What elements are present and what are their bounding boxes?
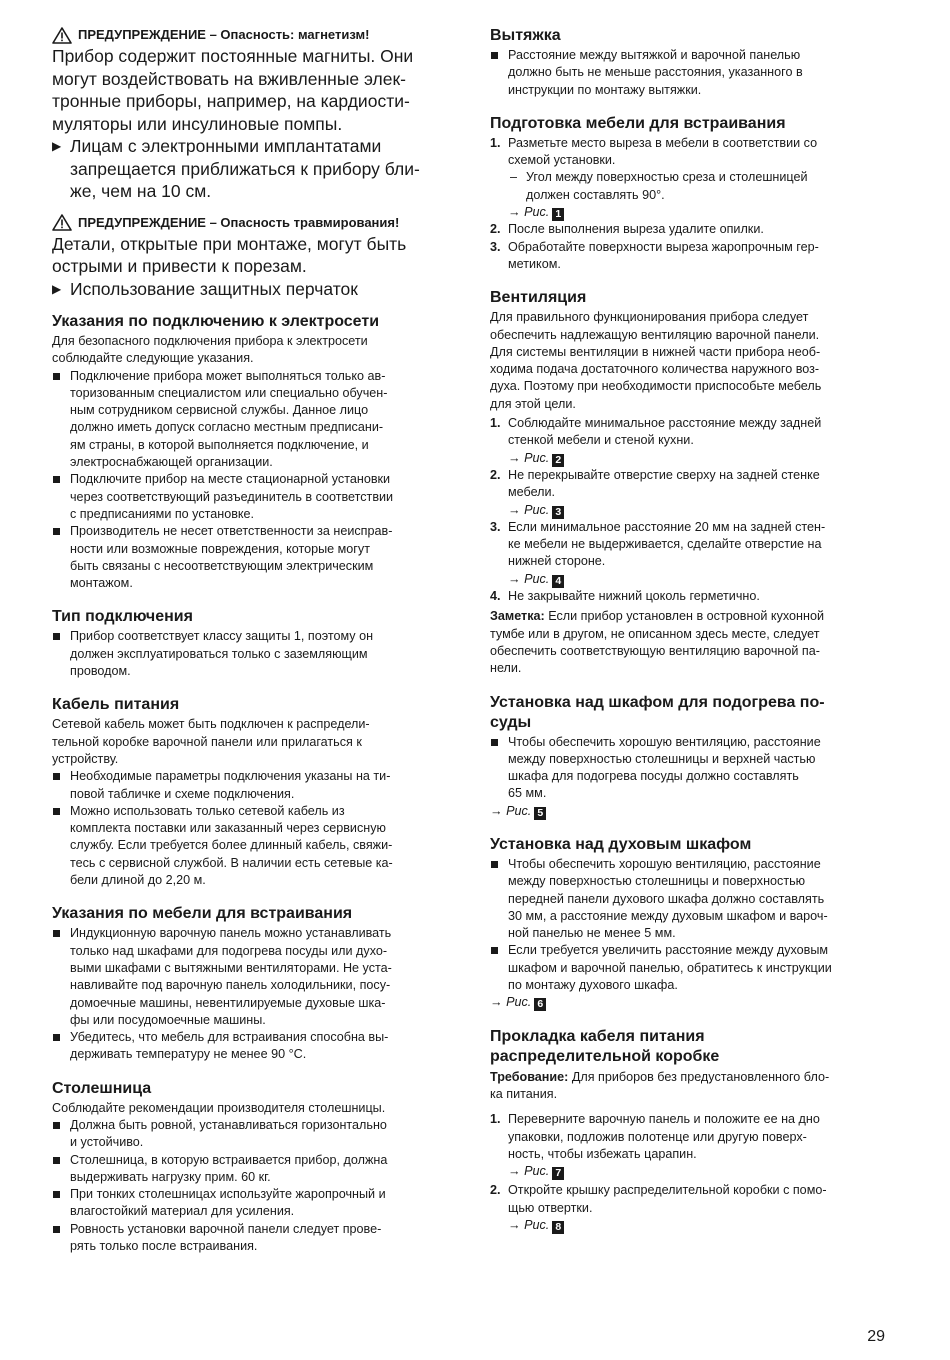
section-furniture: [52, 904, 454, 1063]
figure-reference: → Рис. 4: [508, 571, 890, 588]
section-heading: Вентиляция: [490, 289, 587, 307]
section-cable-routing: Прокладка кабеля питания распределительной коробке Требование: Для приборов без предустановленного бло- ка питания. 1. Переверните варочную панель и положите ее на дно упаковки, подложив полотенце или другую поверх- ность, чтобы избежать царапин. → Рис. 7 2. Откройте крышку распределительной коробки с помо- щью отвертки. → Рис. 8: [490, 1027, 890, 1235]
section-connection-type: [52, 607, 454, 680]
warning-title: ПРЕДУПРЕЖДЕНИЕ – Опасность травмирования!: [52, 214, 454, 232]
bullet-square-icon: [53, 1226, 60, 1233]
warning-magnetism: [52, 26, 454, 203]
section-oven: [490, 835, 890, 1012]
figure-reference: → Рис. 2: [508, 450, 890, 467]
warning-line: муляторы или инсулиновые помпы.: [52, 113, 343, 134]
figure-reference: → Рис. 5: [490, 803, 890, 820]
figure-reference: → Рис. 8: [508, 1217, 890, 1234]
warning-triangle-icon: [52, 27, 72, 44]
section-heading: Столешница: [52, 1079, 152, 1097]
warning-title: ПРЕДУПРЕЖДЕНИЕ – Опасность: магнетизм!: [52, 26, 454, 44]
list-item: Чтобы обеспечить хорошую вентиляцию, расстояние между поверхностью столешницы и верхней частью шкафа для подогрева посуды должно составлять 65 мм.: [490, 734, 890, 803]
bullet-square-icon: [53, 633, 60, 640]
figure-number-badge: 8: [552, 1221, 564, 1234]
list-item: Убедитесь, что мебель для встраивания способна вы- держивать температуру не менее 90 °C.: [52, 1029, 454, 1064]
arrow-marker-icon: ▶: [52, 139, 62, 153]
requirement: Требование: Для приборов без предустановленного бло-: [490, 1069, 830, 1084]
figure-reference: → Рис. 3: [508, 502, 890, 519]
section-heading: Установка над шкафом для подогрева по- суды: [490, 693, 825, 731]
warning-triangle-icon: [52, 214, 72, 231]
list-item: Необходимые параметры подключения указаны на ти- повой табличке и схеме подключения.: [52, 768, 454, 803]
figure-reference: → Рис. 7: [508, 1163, 890, 1180]
section-countertop: Столешница Соблюдайте рекомендации производителя столешницы. Должна быть ровной, устанавливаться горизонтально и устойчиво. Столешница, в которую встраивается прибор, должна выдерживать нагрузку прим. 60 кг. При тонких столешницах используйте жаропрочный и влагостойкий материал для усиления. Ровность установки варочной панели следует прове- рять только после встраивания.: [52, 1079, 454, 1256]
step-item: 4. Не закрывайте нижний цоколь герметично.: [490, 589, 760, 604]
warning-action: ▶ Лицам с электронными имплантатами запрещается приближаться к прибору бли- же, чем на 10 см.: [52, 136, 420, 201]
note: Заметка: Если прибор установлен в островной кухонной: [490, 609, 824, 624]
section-power-connection: Указания по подключению к электросети Для безопасного подключения прибора к электросети соблюдайте следующие указания. Подключение прибора может выполняться только ав- торизованным специалистом или специально обучен- ным сотрудником сервисной службы. Данное лицо должно иметь допуск согласно местным предписани- ям страны, в которой выполняется подключение, и электроснабжающей организации. Подключите прибор на месте стационарной установки через соответствующий разъединитель в соответствии с предписаниями по установке. Производитель не несет ответственности за неисправ- ности или возможные повреждения, которые могут быть связаны с несоответствующим электрическим монтажом.: [52, 312, 454, 592]
page-number: 29: [867, 1328, 885, 1345]
list-item: Если требуется увеличить расстояние между духовым шкафом и варочной панелью, обратитесь к инструкции по монтажу духового шкафа.: [490, 942, 890, 994]
warning-line: могут воздействовать на вживленные элек-: [52, 68, 406, 89]
warning-line: Прибор содержит постоянные магниты. Они: [52, 46, 414, 66]
list-item: Чтобы обеспечить хорошую вентиляцию, расстояние между поверхностью столешницы и поверхностью передней панели духового шкафа должно составлять 30 мм, а расстояние между духовым шкафом и вароч- ной панелью не менее 5 мм.: [490, 856, 890, 942]
list-item: Ровность установки варочной панели следует прове- рять только после встраивания.: [52, 1221, 454, 1256]
section-heading: Тип подключения: [52, 608, 193, 626]
figure-number-badge: 5: [534, 807, 546, 820]
section-heading: Прокладка кабеля питания распределительной коробке: [490, 1027, 720, 1065]
step-item: 2. После выполнения выреза удалите опилки.: [490, 222, 764, 237]
figure-number-badge: 1: [552, 208, 564, 221]
left-column: [52, 26, 454, 1255]
step-item: 3. Обработайте поверхности выреза жаропрочным гер- метиком.: [490, 239, 819, 271]
warning-line: острыми и привести к порезам.: [52, 256, 307, 276]
bullet-square-icon: [53, 476, 60, 483]
bullet-square-icon: [53, 1034, 60, 1041]
section-ventilation: Вентиляция Для правильного функционирования прибора следует обеспечить надлежащую вентиляцию варочной панели. Для системы вентиляции в нижней части прибора необ- ходима подача достаточного количества наружного воз- духа. Поэтому при необходимости приспособьте мебель для этой цели. 1. Соблюдайте минимальное расстояние между задней стенкой мебели и стеной кухни. → Рис. 2 2. Не перекрывайте отверстие сверху на задней стенке мебели. → Рис. 3 3. Если минимальное расстояние 20 мм на задней стен- ке мебели не выдерживается, сделайте отверстие на нижней стороне. → Рис. 4 4. Не закрывайте нижний цоколь герметично. Заметка: Если прибор установлен в островной кухонной тумбе или в другом, не описанном здесь месте, следует обеспечить соответствующую вентиляцию варочной па- нели.: [490, 288, 890, 677]
section-heading: Указания по мебели для встраивания: [52, 905, 353, 923]
step-item: 1. Разметьте место выреза в мебели в соответствии со схемой установки.: [490, 135, 818, 168]
bullet-square-icon: [53, 808, 60, 815]
bullet-square-icon: [491, 52, 498, 59]
figure-number-badge: 7: [552, 1167, 564, 1180]
warning-line: Детали, открытые при монтаже, могут быть: [52, 233, 407, 254]
section-furniture-prep: [490, 114, 890, 273]
list-item: Прибор соответствует классу защиты 1, поэтому он должен эксплуатироваться только с заземляющим проводом.: [52, 628, 454, 680]
bullet-square-icon: [53, 528, 60, 535]
section-warming-drawer: [490, 693, 890, 820]
bullet-square-icon: [53, 930, 60, 937]
list-item: Подключение прибора может выполняться только ав- торизованным специалистом или специально обучен- ным сотрудником сервисной службы. Данное лицо должно иметь допуск согласно местным предписани- ям страны, в которой выполняется подключение, и электроснабжающей организации.: [52, 368, 454, 472]
figure-number-badge: 3: [552, 506, 564, 519]
figure-number-badge: 2: [552, 454, 564, 467]
section-heading: Указания по подключению к электросети: [52, 313, 380, 330]
figure-reference: → Рис. 1: [490, 204, 890, 221]
section-power-cable: Кабель питания Сетевой кабель может быть подключен к распредели- тельной коробке варочной панели или прилагаться к устройству. Необходимые параметры подключения указаны на ти- повой табличке и схеме подключения. Можно использовать только сетевой кабель из комплекта поставки или заказанный через сервисную службу. Если требуется более длинный кабель, свяжи- тесь с сервисной службой. В наличии есть сетевые ка- бели длиной до 2,20 м.: [52, 695, 454, 889]
warning-line: тронные приборы, например, на кардиости-: [52, 91, 410, 111]
bullet-square-icon: [53, 1157, 60, 1164]
bullet-square-icon: [53, 773, 60, 780]
sub-item: – Угол между поверхностью среза и столешницей должен составлять 90°.: [510, 170, 808, 202]
step-item: 3. Если минимальное расстояние 20 мм на задней стен- ке мебели не выдерживается, сделайте отверстие на нижней стороне. → Рис. 4: [490, 519, 890, 588]
list-item: Производитель не несет ответственности за неисправ- ности или возможные повреждения, которые могут быть связаны с несоответствующим электрическим монтажом.: [52, 523, 454, 592]
bullet-square-icon: [53, 373, 60, 380]
list-item: Столешница, в которую встраивается прибор, должна выдерживать нагрузку прим. 60 кг.: [52, 1152, 454, 1187]
step-item: 1. Соблюдайте минимальное расстояние между задней стенкой мебели и стеной кухни. → Рис. 2: [490, 415, 890, 467]
bullet-square-icon: [53, 1122, 60, 1129]
section-heading: Вытяжка: [490, 27, 561, 44]
section-hood: [490, 26, 890, 99]
arrow-marker-icon: ▶: [52, 281, 62, 296]
bullet-square-icon: [491, 947, 498, 954]
bullet-square-icon: [53, 1191, 60, 1198]
right-column: [490, 26, 890, 1234]
section-heading: Установка над духовым шкафом: [490, 835, 752, 853]
bullet-square-icon: [491, 861, 498, 868]
list-item: Должна быть ровной, устанавливаться горизонтально и устойчиво.: [52, 1117, 454, 1152]
list-item: Расстояние между вытяжкой и варочной панелью должно быть не меньше расстояния, указанного в инструкции по монтажу вытяжки.: [490, 47, 890, 99]
section-heading: Подготовка мебели для встраивания: [490, 114, 786, 132]
list-item: Индукционную варочную панель можно устанавливать только над шкафами для подогрева посуды или духо- выми шкафами с вытяжными вентиляторами. Не уста- навливайте под варочную панель холодильники, посу- домоечные машины, невентилируемые духовые шка- фы или посудомоечные машины.: [52, 925, 454, 1029]
list-item: Подключите прибор на месте стационарной установки через соответствующий разъединитель в соответствии с предписаниями по установке.: [52, 471, 454, 523]
list-item: При тонких столешницах используйте жаропрочный и влагостойкий материал для усиления.: [52, 1186, 454, 1221]
warning-action: ▶ Использование защитных перчаток: [52, 278, 358, 299]
warning-injury: [52, 214, 454, 301]
figure-number-badge: 4: [552, 575, 564, 588]
list-item: Можно использовать только сетевой кабель из комплекта поставки или заказанный через сервисную службу. Если требуется более длинный кабель, свяжи- тесь с сервисной службой. В наличии есть сетевые ка- бели длиной до 2,20 м.: [52, 803, 454, 889]
section-heading: Кабель питания: [52, 696, 180, 714]
bullet-square-icon: [491, 739, 498, 746]
step-item: 2. Не перекрывайте отверстие сверху на задней стенке мебели. → Рис. 3: [490, 467, 890, 519]
step-item: 1. Переверните варочную панель и положите ее на дно упаковки, подложив полотенце или другую поверх- ность, чтобы избежать царапин. → Рис. 7: [490, 1111, 890, 1180]
figure-reference: → Рис. 6: [490, 994, 890, 1011]
figure-number-badge: 6: [534, 998, 546, 1011]
step-item: 2. Откройте крышку распределительной коробки с помо- щью отвертки. → Рис. 8: [490, 1182, 890, 1234]
